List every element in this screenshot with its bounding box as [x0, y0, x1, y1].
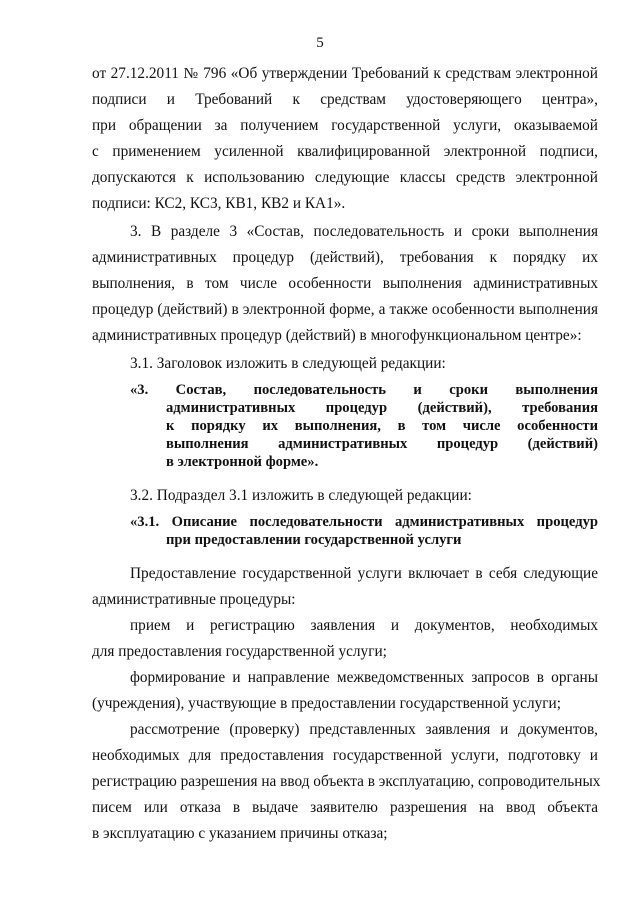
text-line: с применением усиленной квалифицированной электронной подписи,: [92, 143, 598, 160]
text-line: административных процедур (действий) в многофункциональном центре»:: [92, 327, 582, 344]
text-line: подписи: КС2, КС3, КВ1, КВ2 и КА1».: [92, 195, 346, 212]
text-line: административные процедуры:: [92, 591, 296, 608]
text-line: «3. Состав, последовательность и сроки выполнения: [130, 382, 598, 398]
page-number: 5: [316, 35, 324, 51]
text-line: процедур (действий) в электронной форме, а также особенности выполнения: [92, 301, 598, 318]
text-line: в электронной форме».: [166, 454, 319, 470]
text-line: административных процедур (действий), требования: [166, 400, 598, 416]
text-line: 3.1. Заголовок изложить в следующей редакции:: [130, 355, 446, 372]
text-line: 3.2. Подраздел 3.1 изложить в следующей редакции:: [130, 487, 472, 504]
text-line: Предоставление государственной услуги включает в себя следующие: [130, 565, 598, 582]
text-line: необходимых для предоставления государственной услуги, подготовку и: [92, 747, 598, 764]
text-line: формирование и направление межведомственных запросов в органы: [130, 669, 598, 686]
text-line: допускаются к использованию следующие классы средств электронной: [92, 169, 598, 186]
text-line: при обращении за получением государственной услуги, оказываемой: [92, 117, 598, 134]
text-line: к порядку их выполнения, в том числе особенности: [166, 418, 598, 434]
text-line: выполнения, в том числе особенности выполнения административных: [92, 275, 598, 292]
text-line: «3.1. Описание последовательности административных процедур: [130, 514, 598, 530]
text-line: в эксплуатацию с указанием причины отказа;: [92, 825, 388, 842]
text-line: от 27.12.2011 № 796 «Об утверждении Требований к средствам электронной: [92, 65, 598, 82]
text-line: регистрацию разрешения на ввод объекта в эксплуатацию, сопроводительных: [92, 773, 601, 790]
text-line: для предоставления государственной услуги;: [92, 643, 387, 660]
text-line: (учреждения), участвующие в предоставлении государственной услуги;: [92, 695, 561, 712]
text-line: подписи и Требований к средствам удостоверяющего центра»,: [92, 91, 598, 108]
text-line: при предоставлении государственной услуги: [166, 532, 462, 548]
text-line: административных процедур (действий), требования к порядку их: [92, 249, 598, 266]
text-line: прием и регистрацию заявления и документов, необходимых: [130, 617, 598, 634]
text-line: рассмотрение (проверку) представленных заявления и документов,: [130, 721, 598, 738]
text-line: выполнения административных процедур (действий): [166, 436, 598, 452]
text-line: писем или отказа в выдаче заявителю разрешения на ввод объекта: [92, 799, 598, 816]
text-line: 3. В разделе 3 «Состав, последовательность и сроки выполнения: [130, 223, 598, 240]
